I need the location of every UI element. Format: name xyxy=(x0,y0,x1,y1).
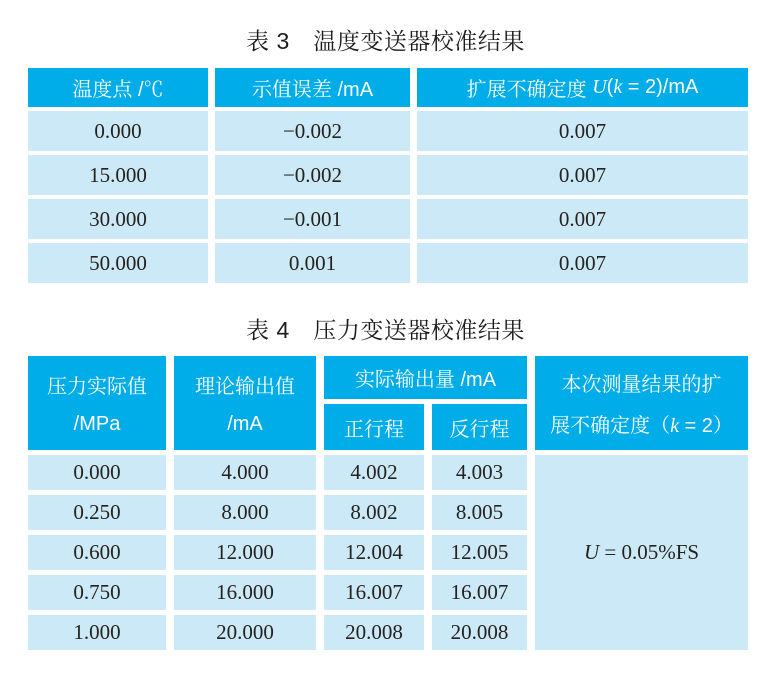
table3-cell-uncertainty: 0.007 xyxy=(417,243,748,283)
table4-cell-reverse: 16.007 xyxy=(432,575,527,610)
table3-caption: 表 3 温度变送器校准结果 xyxy=(246,28,525,54)
table4-cell-reverse: 20.008 xyxy=(432,615,527,650)
table4-cell-reverse: 12.005 xyxy=(432,535,527,570)
table3-cell-error: −0.002 xyxy=(215,111,410,151)
table4-cell-theoretical: 16.000 xyxy=(174,575,316,610)
table3-cell-uncertainty: 0.007 xyxy=(417,155,748,195)
table4-cell-pressure: 0.750 xyxy=(28,575,166,610)
table4-uncertainty-value: = 0.05%FS xyxy=(599,540,700,564)
table3-header-error: 示值误差 /mA xyxy=(215,68,410,107)
table4-cell-theoretical: 8.000 xyxy=(174,495,316,530)
table4-cell-reverse: 4.003 xyxy=(432,455,527,490)
table4-cell-uncertainty-merged xyxy=(535,455,748,650)
table4-cell-pressure: 1.000 xyxy=(28,615,166,650)
table3-cell-uncertainty: 0.007 xyxy=(417,199,748,239)
table3-header-uncertainty-paren: ( xyxy=(606,76,614,98)
table3-cell-error: 0.001 xyxy=(215,243,410,283)
table4-header-reverse-stroke: 反行程 xyxy=(432,404,527,450)
table4-header-uncertainty-var-k: k xyxy=(670,415,679,437)
table3-header-uncertainty xyxy=(417,68,748,107)
table3-cell-uncertainty: 0.007 xyxy=(417,111,748,151)
table3-header-uncertainty-suffix: = 2)/mA xyxy=(622,76,699,98)
table4-caption: 表 4 压力变送器校准结果 xyxy=(246,317,525,343)
table3-cell-temperature: 0.000 xyxy=(28,111,208,151)
table4-header-theoretical-line2: /mA xyxy=(227,413,263,435)
table3-cell-temperature: 15.000 xyxy=(28,155,208,195)
table3-cell-temperature: 30.000 xyxy=(28,199,208,239)
table4-cell-reverse: 8.005 xyxy=(432,495,527,530)
table3-header-uncertainty-var-k: k xyxy=(613,76,623,98)
table4-header-uncertainty xyxy=(535,356,748,450)
table3-header-uncertainty-var-u: U xyxy=(592,76,607,98)
table3-header-uncertainty-prefix: 扩展不确定度 xyxy=(466,79,593,101)
table4-header-theoretical xyxy=(174,356,316,450)
table4-header-uncertainty-line2 xyxy=(550,409,733,438)
table4-cell-pressure: 0.250 xyxy=(28,495,166,530)
table4-header-pressure xyxy=(28,356,166,450)
table4-uncertainty-var-u: U xyxy=(583,540,600,564)
table3-cell-temperature: 50.000 xyxy=(28,243,208,283)
table3-cell-error: −0.002 xyxy=(215,155,410,195)
table4-header-uncertainty-line2-prefix: 展不确定度（ xyxy=(550,415,671,437)
table4-header-actual-output-group: 实际输出量 /mA xyxy=(324,356,527,399)
table4-header-pressure-line1: 压力实际值 xyxy=(47,376,147,398)
table4 xyxy=(28,356,771,650)
table4-header-theoretical-line1: 理论输出值 xyxy=(195,376,295,398)
table4-cell-theoretical: 4.000 xyxy=(174,455,316,490)
table4-cell-pressure: 0.000 xyxy=(28,455,166,490)
table4-cell-theoretical: 20.000 xyxy=(174,615,316,650)
table4-header-forward-stroke: 正行程 xyxy=(324,404,424,450)
table4-header-uncertainty-line2-suffix: = 2） xyxy=(678,415,733,437)
table4-cell-forward: 16.007 xyxy=(324,575,424,610)
table4-cell-theoretical: 12.000 xyxy=(174,535,316,570)
table4-cell-forward: 12.004 xyxy=(324,535,424,570)
table3-header-temperature: 温度点 /℃ xyxy=(28,68,208,107)
table4-cell-forward: 8.002 xyxy=(324,495,424,530)
table4-cell-forward: 20.008 xyxy=(324,615,424,650)
table3-cell-error: −0.001 xyxy=(215,199,410,239)
table4-cell-pressure: 0.600 xyxy=(28,535,166,570)
table4-header-uncertainty-line1: 本次测量结果的扩 xyxy=(561,374,722,396)
table3 xyxy=(28,68,771,283)
table4-cell-forward: 4.002 xyxy=(324,455,424,490)
table4-header-pressure-line2: /MPa xyxy=(73,413,121,435)
